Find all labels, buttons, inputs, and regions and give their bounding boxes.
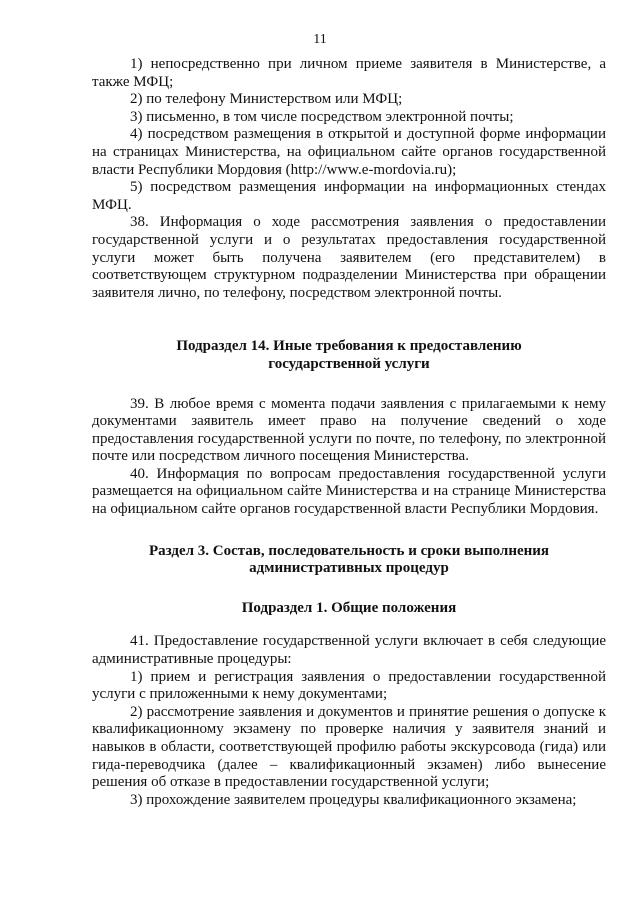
paragraph-item-3: 3) письменно, в том числе посредством электронной почты; xyxy=(130,108,514,125)
paragraph-38: 38. Информация о ходе рассмотрения заявления о предоставлении государственной услуги и о результатах предоставления государственной услуги может быть получена заявителем (его представителем) в соответствующем структурном подразделении Министерства при обращении заявителя лично, по телефону, посредством электронной почты. xyxy=(92,214,606,301)
subsection-1-heading: Подраздел 1. Общие положения xyxy=(241,599,457,616)
section-3-heading-line-1: Раздел 3. Состав, последовательность и сроки выполнения xyxy=(148,542,550,559)
document-body xyxy=(92,56,606,809)
page-number: 11 xyxy=(313,32,327,47)
paragraph-40: 40. Информация по вопросам предоставления государственной услуги размещается на официальном сайте Министерства и на странице Министерства на официальном сайте органов государственной власти Республики Мордовия. xyxy=(92,465,606,518)
paragraph-41: 41. Предоставление государственной услуги включает в себя следующие административные процедуры: xyxy=(92,633,606,668)
paragraph-item-5: 5) посредством размещения информации на информационных стендах МФЦ. xyxy=(92,179,606,213)
subsection-14-heading-line-1: Подраздел 14. Иные требования к предоставлению xyxy=(176,338,522,355)
section-3-heading-line-2: административных процедур xyxy=(249,560,449,577)
paragraph-item-2: 2) по телефону Министерством или МФЦ; xyxy=(130,91,403,108)
procedure-item-2: 2) рассмотрение заявления и документов и принятие решения о допуске к квалификационному экзамену по проверке наличия у заявителя знаний и навыков в области, соответствующей профилю работы экскурсовода (гида) или гида-переводчика (далее – квалификационный экзамен) либо вынесение решения об отказе в предоставлении государственной услуги; xyxy=(92,703,606,791)
paragraph-item-1: 1) непосредственно при личном приеме заявителя в Министерстве, а также МФЦ; xyxy=(92,56,606,90)
section-3-heading xyxy=(92,543,606,578)
subsection-14-heading-line-2: государственной услуги xyxy=(268,355,430,372)
subsection-14-heading xyxy=(92,338,606,373)
paragraph-39: 39. В любое время с момента подачи заявления с прилагаемыми к нему документами заявитель имеет право на получение сведений о ходе предоставления государственной услуги по почте, по телефону, по электронной почте или посредством личного посещения Министерства. xyxy=(92,395,606,465)
procedure-item-3: 3) прохождение заявителем процедуры квалификационного экзамена; xyxy=(130,791,577,808)
paragraph-item-4: 4) посредством размещения в открытой и доступной форме информации на страницах Министерства, на официальном сайте органов государственной власти Республики Мордовия (http://www.e-mordovia.ru); xyxy=(92,126,606,178)
procedure-item-1: 1) прием и регистрация заявления о предоставлении государственной услуги с приложенными к нему документами; xyxy=(92,668,606,703)
